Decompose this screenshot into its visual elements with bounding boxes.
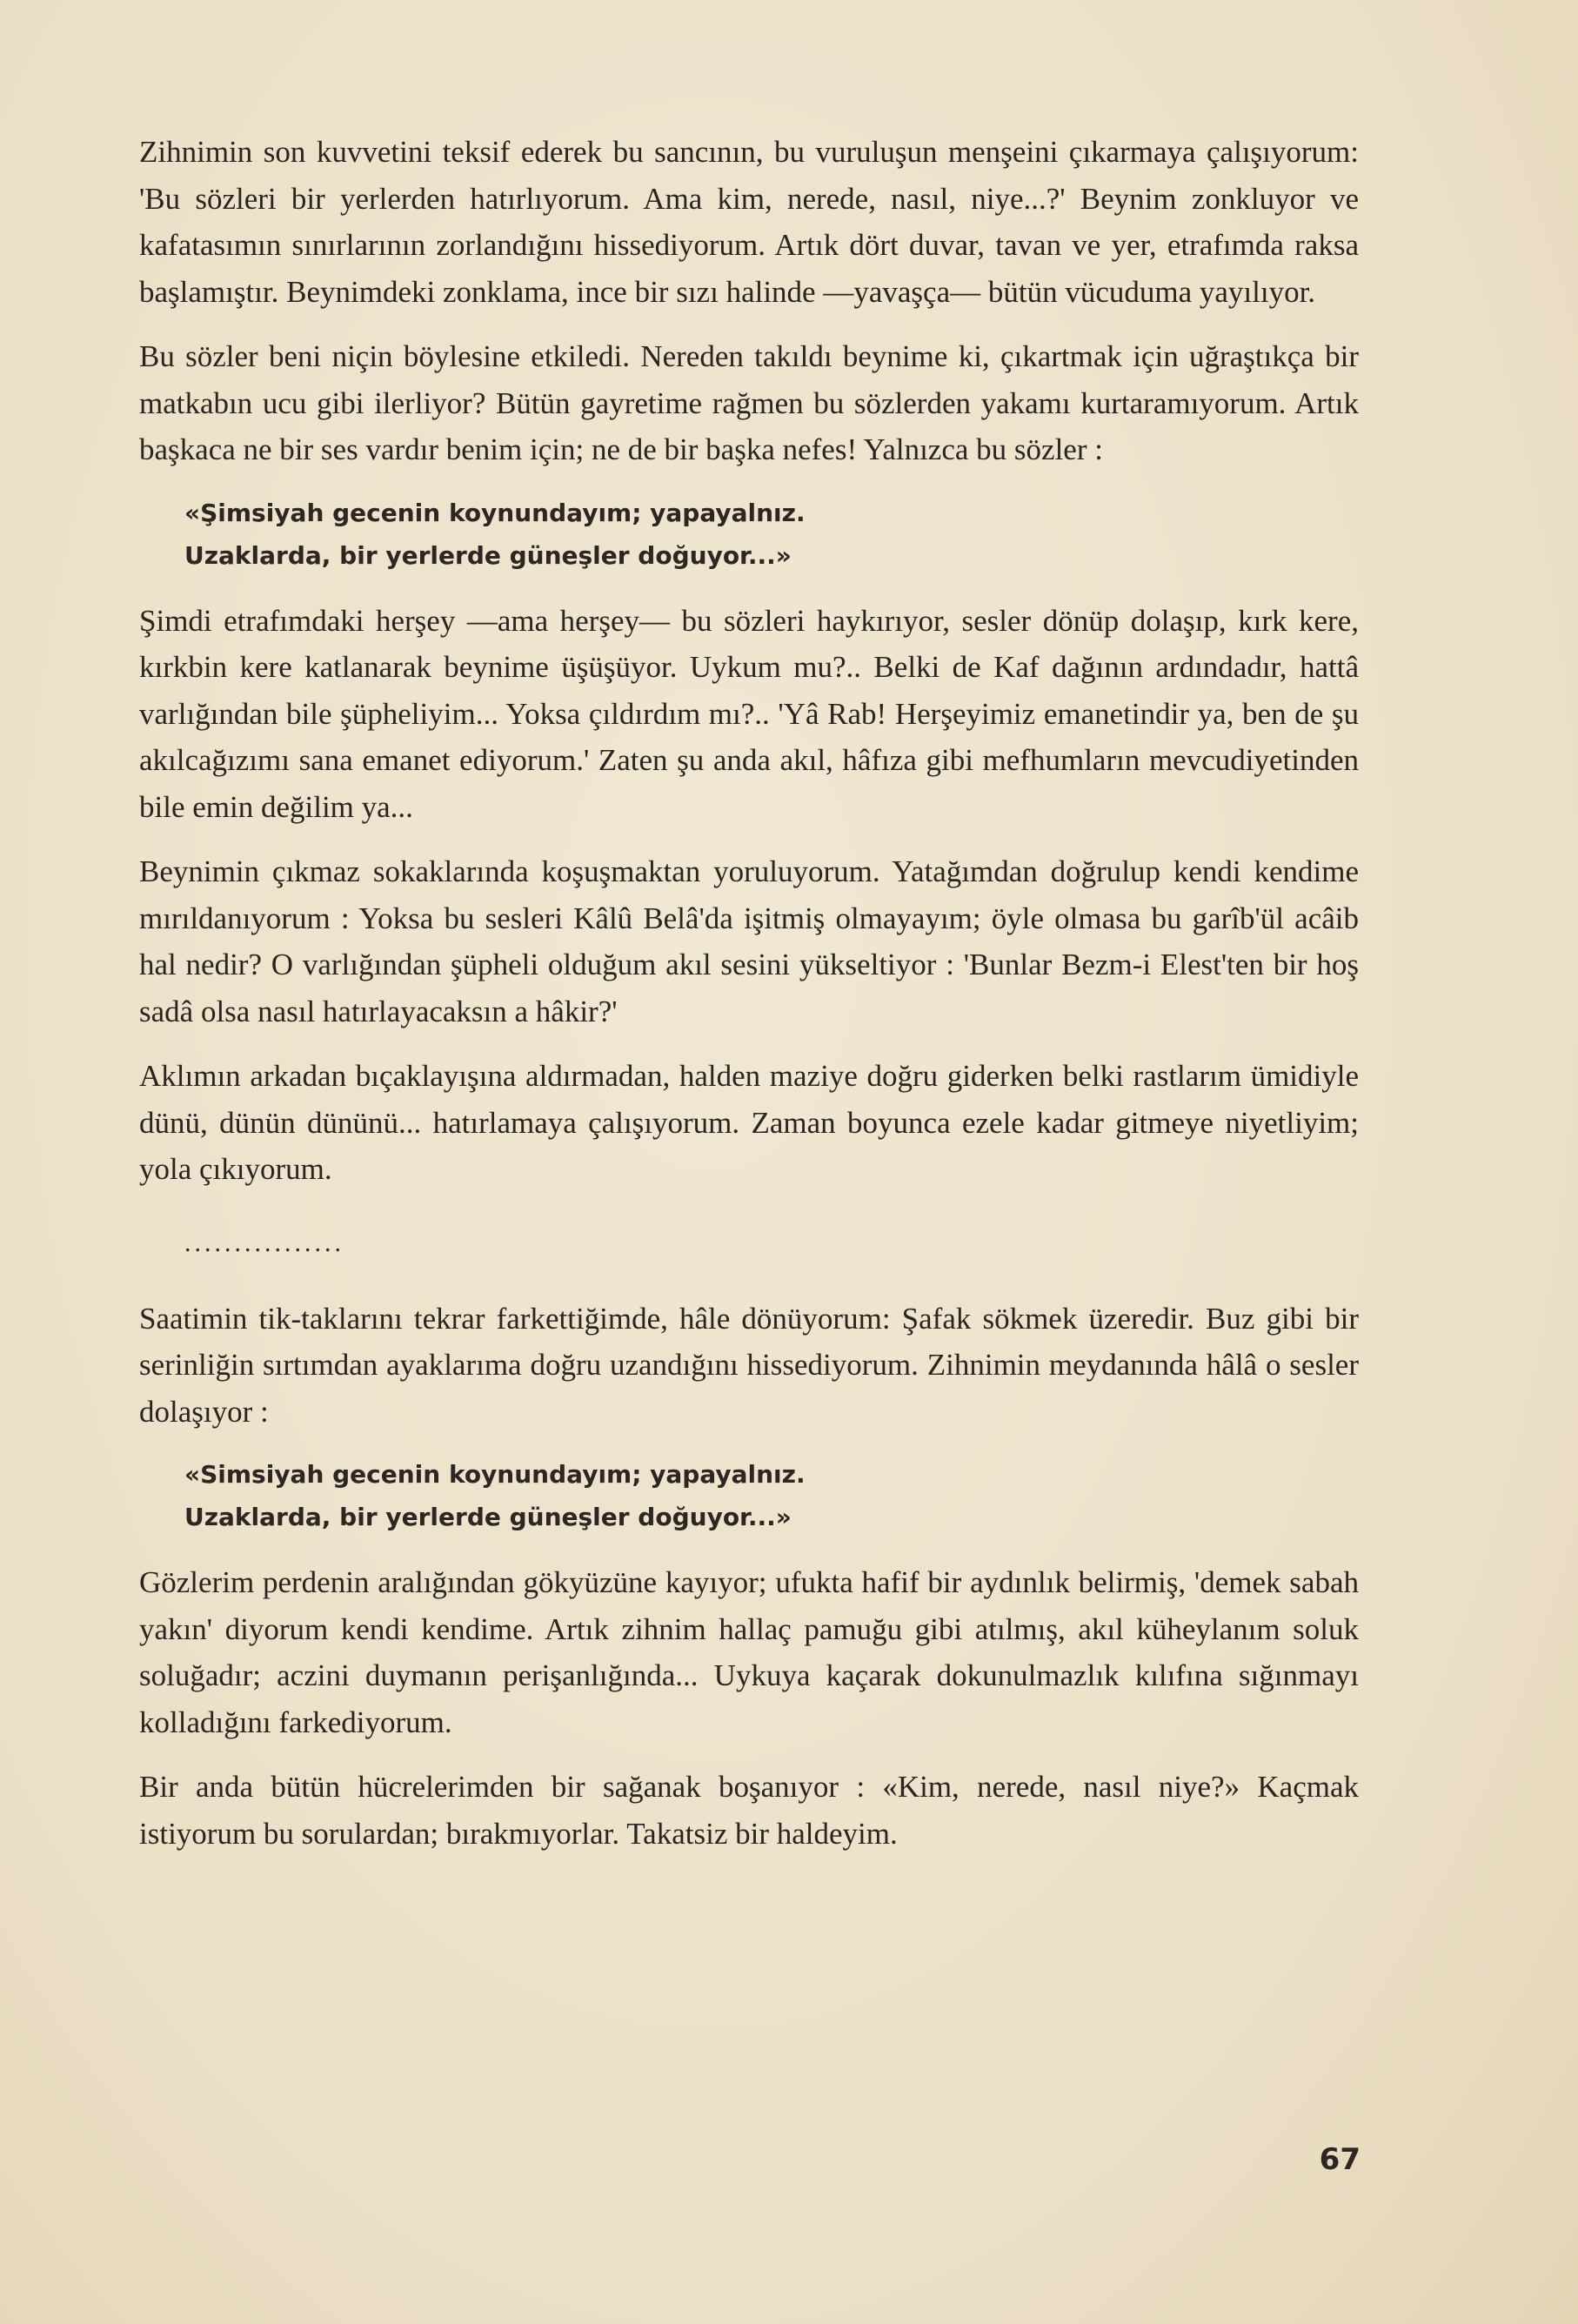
verse-line: «Şimsiyah gecenin koynundayım; yapayalnız. xyxy=(184,498,806,527)
verse-quote-2 xyxy=(184,1453,1359,1538)
paragraph: Saatimin tik-taklarını tekrar farkettiğimde, hâle dönüyorum: Şafak sökmek üzeredir. Buz gibi bir serinliğin sırtımdan ayaklarıma doğru uzandığını hissediyorum. Zihnimin meydanında hâlâ o sesler dolaşıyor : xyxy=(139,1301,1359,1429)
page-number: 67 xyxy=(1319,2142,1361,2177)
paragraph: Zihnimin son kuvvetini teksif ederek bu sancının, bu vuruluşun menşeini çıkarmaya çalışıyorum: 'Bu sözleri bir yerlerden hatırlıyorum. Ama kim, nerede, nasıl, niye...?' Beynim zonkluyor ve kafatasımın sınırlarının zorlandığını hissediyorum. Artık dört duvar, tavan ve yer, etrafımda raksa başlamıştır. Beynimdeki zonklama, ince bir sızı halinde —yavaşça— bütün vücuduma yayılıyor. xyxy=(139,135,1359,309)
section-separator: ................ xyxy=(184,1228,344,1257)
paragraph: Beynimin çıkmaz sokaklarında koşuşmaktan yoruluyorum. Yatağımdan doğrulup kendi kendime mırıldanıyorum : Yoksa bu sesleri Kâlû Belâ'da işitmiş olmayayım; öyle olmasa bu garîb'ül acâib hal nedir? O varlığından şüpheli olduğum akıl sesini yükseltiyor : 'Bunlar Bezm-i Elest'ten bir hoş sadâ olsa nasıl hatırlayacaksın a hâkir?' xyxy=(139,854,1359,1028)
paragraph: Aklımın arkadan bıçaklayışına aldırmadan, halden maziye doğru giderken belki rastlarım ümidiyle dünü, dünün dününü... hatırlamaya çalışıyorum. Zaman boyunca ezele kadar gitmeye niyetliyim; yola çıkıyorum. xyxy=(139,1059,1359,1186)
verse-line: Uzaklarda, bir yerlerde güneşler doğuyor...» xyxy=(184,540,792,570)
paragraph: Şimdi etrafımdaki herşey —ama herşey— bu sözleri haykırıyor, sesler dönüp dolaşıp, kırk kere, kırkbin kere katlanarak beynime üşüşüyor. Uykum mu?.. Belki de Kaf dağının ardındadır, hattâ varlığından bile şüpheliyim... Yoksa çıldırdım mı?.. 'Yâ Rab! Herşeyimiz emanetindir ya, ben de şu akılcağızımı sana emanet ediyorum.' Zaten şu anda akıl, hâfıza gibi mefhumların mevcudiyetinden bile emin değilim ya... xyxy=(139,603,1359,824)
verse-line: Uzaklarda, bir yerlerde güneşler doğuyor...» xyxy=(184,1503,792,1531)
page-body xyxy=(139,129,1359,1875)
paragraph: Bu sözler beni niçin böylesine etkiledi. Nereden takıldı beynime ki, çıkartmak için uğraştıkça bir matkabın ucu gibi ilerliyor? Bütün gayretime rağmen bu sözlerden yakamı kurtaramıyorum. Artık başkaca ne bir ses vardır benim için; ne de bir başka nefes! Yalnızca bu sözler : xyxy=(139,339,1359,466)
verse-quote-1 xyxy=(184,492,1359,577)
paragraph: Gözlerim perdenin aralığından gökyüzüne kayıyor; ufukta hafif bir aydınlık belirmiş, 'demek sabah yakın' diyorum kendi kendime. Artık zihnim hallaç pamuğu gibi atılmış, akıl küheylanım soluk soluğadır; aczini duymanın perişanlığında... Uykuya kaçarak dokunulmazlık kılıfına sığınmayı kolladığını farkediyorum. xyxy=(139,1565,1359,1739)
verse-line: «Simsiyah gecenin koynundayım; yapayalnız. xyxy=(184,1460,806,1489)
paragraph: Bir anda bütün hücrelerimden bir sağanak boşanıyor : «Kim, nerede, nasıl niye?» Kaçmak istiyorum bu sorulardan; bırakmıyorlar. Takatsiz bir haldeyim. xyxy=(139,1770,1359,1851)
